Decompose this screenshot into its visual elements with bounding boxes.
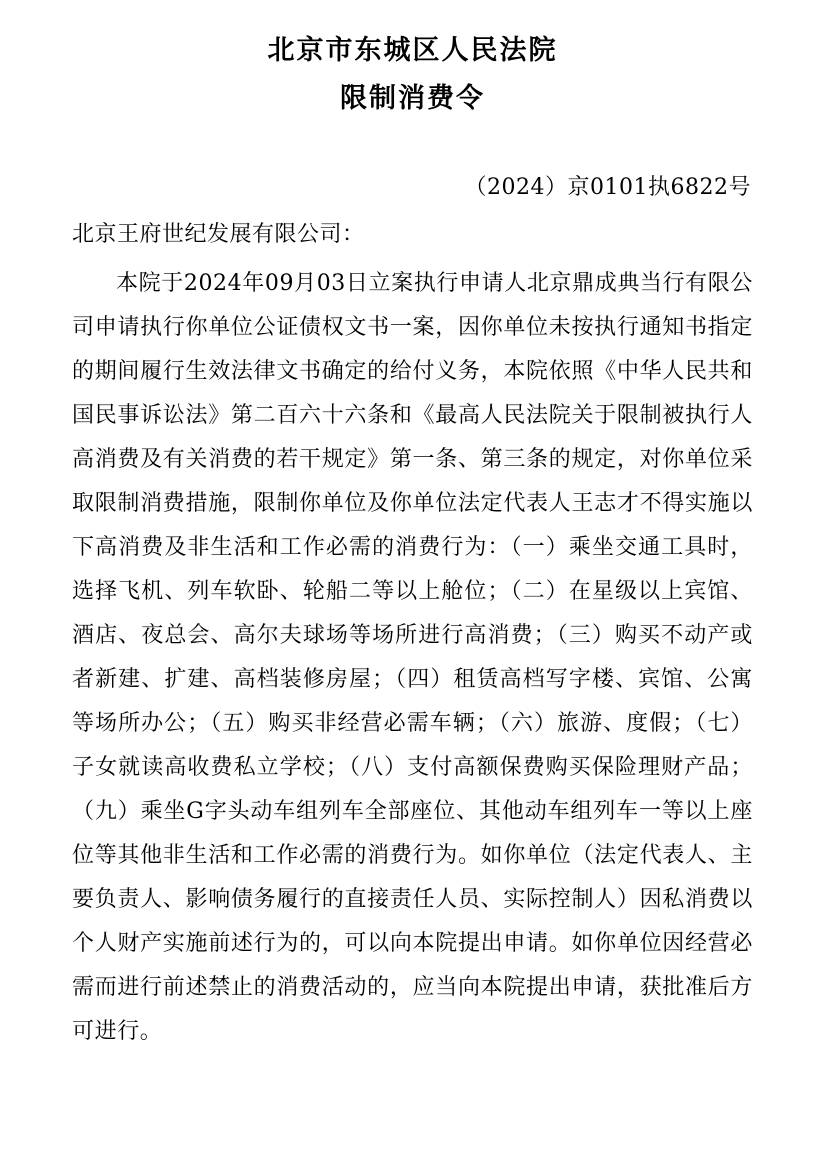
addressee-line: 北京王府世纪发展有限公司： xyxy=(72,221,365,247)
court-name-heading: 北京市东城区人民法院 xyxy=(267,35,558,66)
document-type-heading: 限制消费令 xyxy=(340,82,485,114)
case-number: （2024）京0101执6822号 xyxy=(464,174,751,200)
document-body: 本院于2024年09月03日立案执行申请人北京鼎成典当行有限公司申请执行你单位公证债权文书一案，因你单位未按执行通知书指定的期间履行生效法律文书确定的给付义务，本院依照《中华人民共和国民事诉讼法》第二百六十六条和《最高人民法院关于限制被执行人高消费及有关消费的若干规定》第一条、第三条的规定，对你单位采取限制消费措施，限制你单位及你单位法定代表人王志才不得实施以下高消费及非生活和工作必需的消费行为：（一）乘坐交通工具时，选择飞机、列车软卧、轮船二等以上舱位；（二）在星级以上宾馆、酒店、夜总会、高尔夫球场等场所进行高消费；（三）购买不动产或者新建、扩建、高档装修房屋；（四）租赁高档写字楼、宾馆、公寓等场所办公；（五）购买非经营必需车辆；（六）旅游、度假；（七）子女就读高收费私立学校；（八）支付高额保费购买保险理财产品；（九）乘坐G字头动车组列车全部座位、其他动车组列车一等以上座位等其他非生活和工作必需的消费行为。如你单位（法定代表人、主要负责人、影响债务履行的直接责任人员、实际控制人）因私消费以个人财产实施前述行为的，可以向本院提出申请。如你单位因经营必需而进行前述禁止的消费活动的，应当向本院提出申请，获批准后方可进行。 xyxy=(72,271,753,1045)
